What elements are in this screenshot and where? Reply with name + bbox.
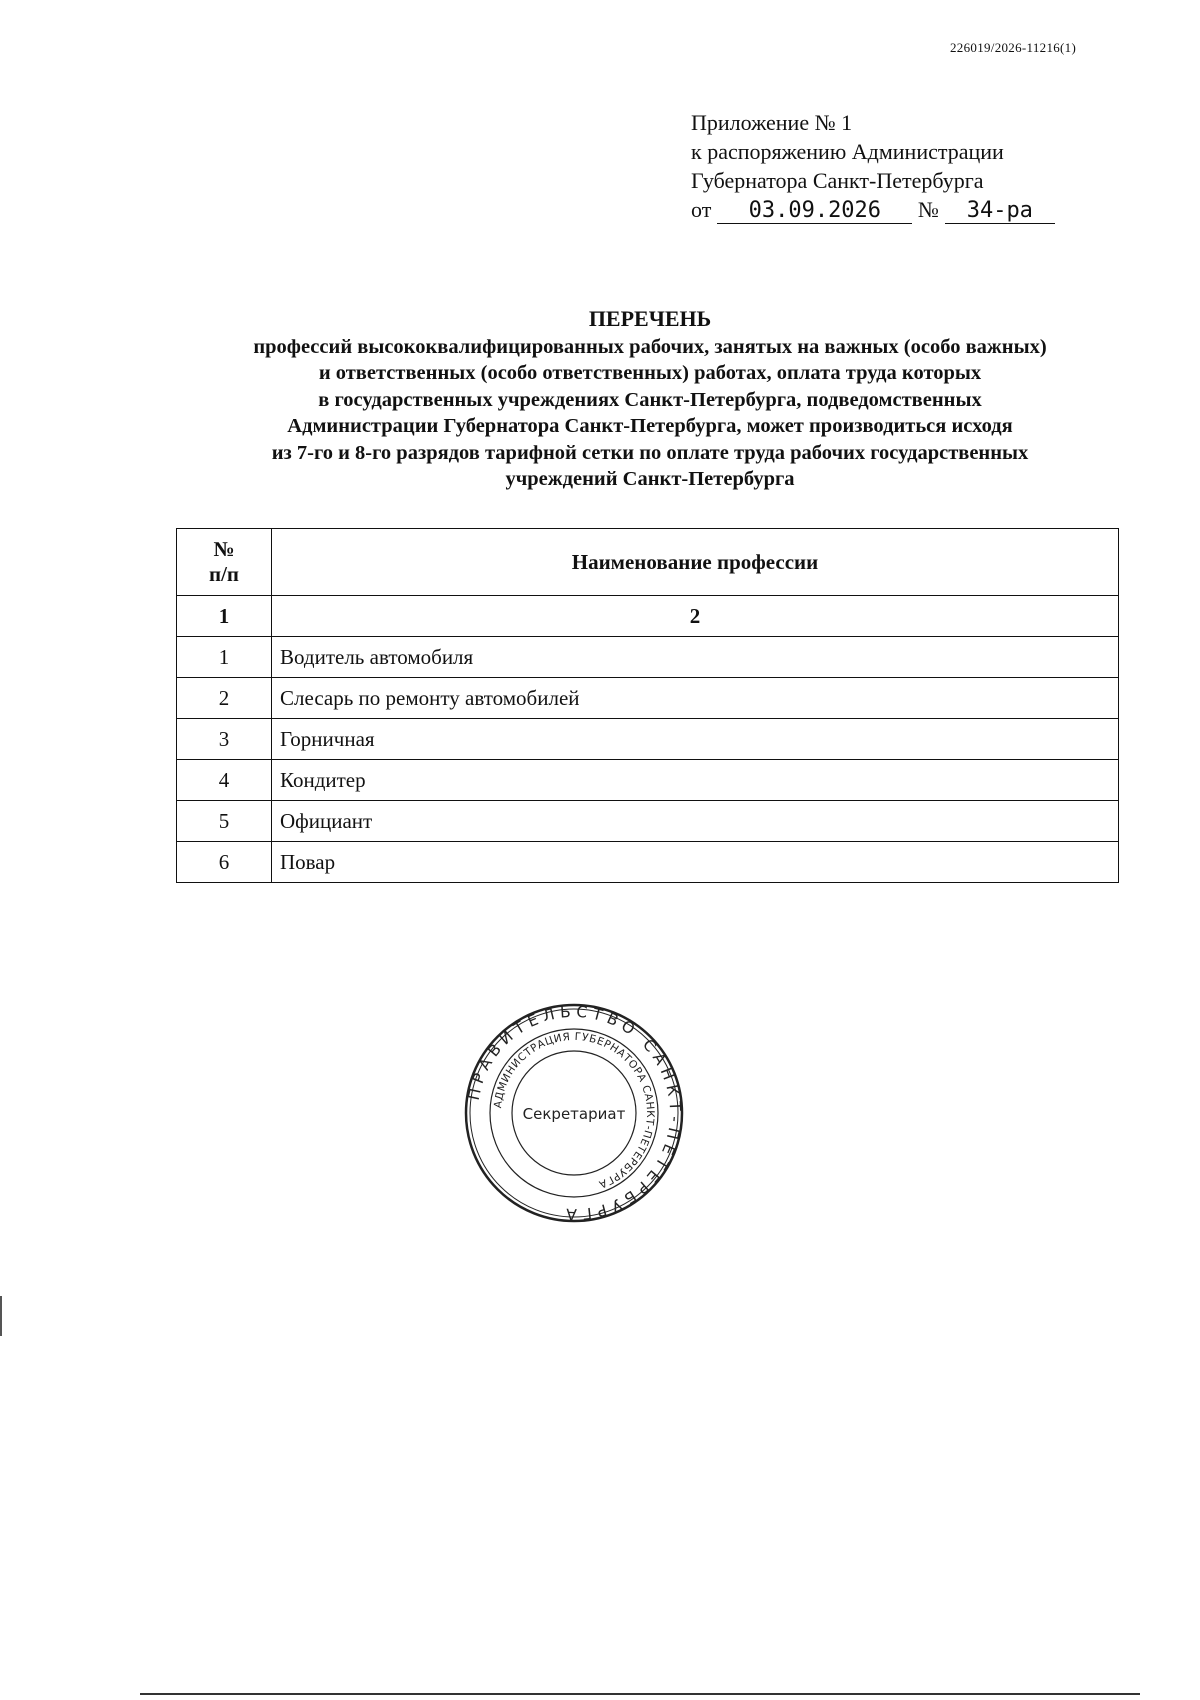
header-number-symbol: № xyxy=(213,537,235,561)
title-line: профессий высококвалифицированных рабочих, занятых на важных (особо важных) xyxy=(253,335,1047,358)
row-profession: Повар xyxy=(272,842,1119,883)
table-header-row xyxy=(177,529,1119,596)
row-profession: Официант xyxy=(272,801,1119,842)
row-number: 1 xyxy=(177,637,272,678)
stamp-graphic xyxy=(464,1003,684,1223)
table-row xyxy=(177,760,1119,801)
row-number: 4 xyxy=(177,760,272,801)
stamp-outer-text: ПРАВИТЕЛЬСТВО САНКТ-ПЕТЕРБУРГА xyxy=(464,1003,684,1223)
title-line: учреждений Санкт-Петербурга xyxy=(505,468,795,490)
row-profession: Кондитер xyxy=(272,760,1119,801)
annex-authority: Губернатора Санкт-Петербурга xyxy=(691,168,984,193)
title-heading: ПЕРЕЧЕНЬ xyxy=(588,306,712,331)
row-profession: Слесарь по ремонту автомобилей xyxy=(272,678,1119,719)
title-line: в государственных учреждениях Санкт-Петербурга, подведомственных xyxy=(318,388,982,411)
order-number: 34-ра xyxy=(945,199,1055,224)
stamp-inner-text: АДМИНИСТРАЦИЯ ГУБЕРНАТОРА САНКТ-ПЕТЕРБУРГА xyxy=(492,1030,657,1191)
scan-margin-mark xyxy=(0,1296,2,1336)
annex-block xyxy=(691,108,1111,224)
header-profession-name: Наименование профессии xyxy=(272,529,1119,596)
table-row xyxy=(177,719,1119,760)
stamp-center-text: Секретариат xyxy=(522,1105,626,1123)
order-date: 03.09.2026 xyxy=(717,199,912,224)
row-number: 3 xyxy=(177,719,272,760)
official-stamp xyxy=(464,1003,684,1223)
table-row xyxy=(177,678,1119,719)
date-prefix: от xyxy=(691,197,712,222)
title-line: из 7-го и 8-го разрядов тарифной сетки по оплате труда рабочих государственных xyxy=(271,441,1029,464)
row-profession: Горничная xyxy=(272,719,1119,760)
header-number xyxy=(177,529,272,596)
row-number: 5 xyxy=(177,801,272,842)
row-number: 2 xyxy=(177,678,272,719)
table-row xyxy=(177,637,1119,678)
table-row xyxy=(177,801,1119,842)
annex-title: Приложение № 1 xyxy=(691,110,853,135)
header-number-abbr: п/п xyxy=(208,562,240,586)
title-line: Администрации Губернатора Санкт-Петербурга, может производиться исходя xyxy=(287,415,1013,437)
scan-bottom-edge xyxy=(140,1693,1140,1695)
annex-date-number xyxy=(691,195,1111,224)
row-number: 6 xyxy=(177,842,272,883)
title-line: и ответственных (особо ответственных) работах, оплата труда которых xyxy=(318,362,982,384)
annex-order-ref: к распоряжению Администрации xyxy=(691,139,1004,164)
row-profession: Водитель автомобиля xyxy=(272,637,1119,678)
number-prefix: № xyxy=(917,197,939,222)
table-row xyxy=(177,842,1119,883)
professions-table xyxy=(176,528,1119,883)
document-title xyxy=(150,306,1150,493)
column-index-2: 2 xyxy=(272,596,1119,637)
registration-number: 226019/2026-11216(1) xyxy=(950,40,1077,55)
column-index-1: 1 xyxy=(177,596,272,637)
column-index-row xyxy=(177,596,1119,637)
